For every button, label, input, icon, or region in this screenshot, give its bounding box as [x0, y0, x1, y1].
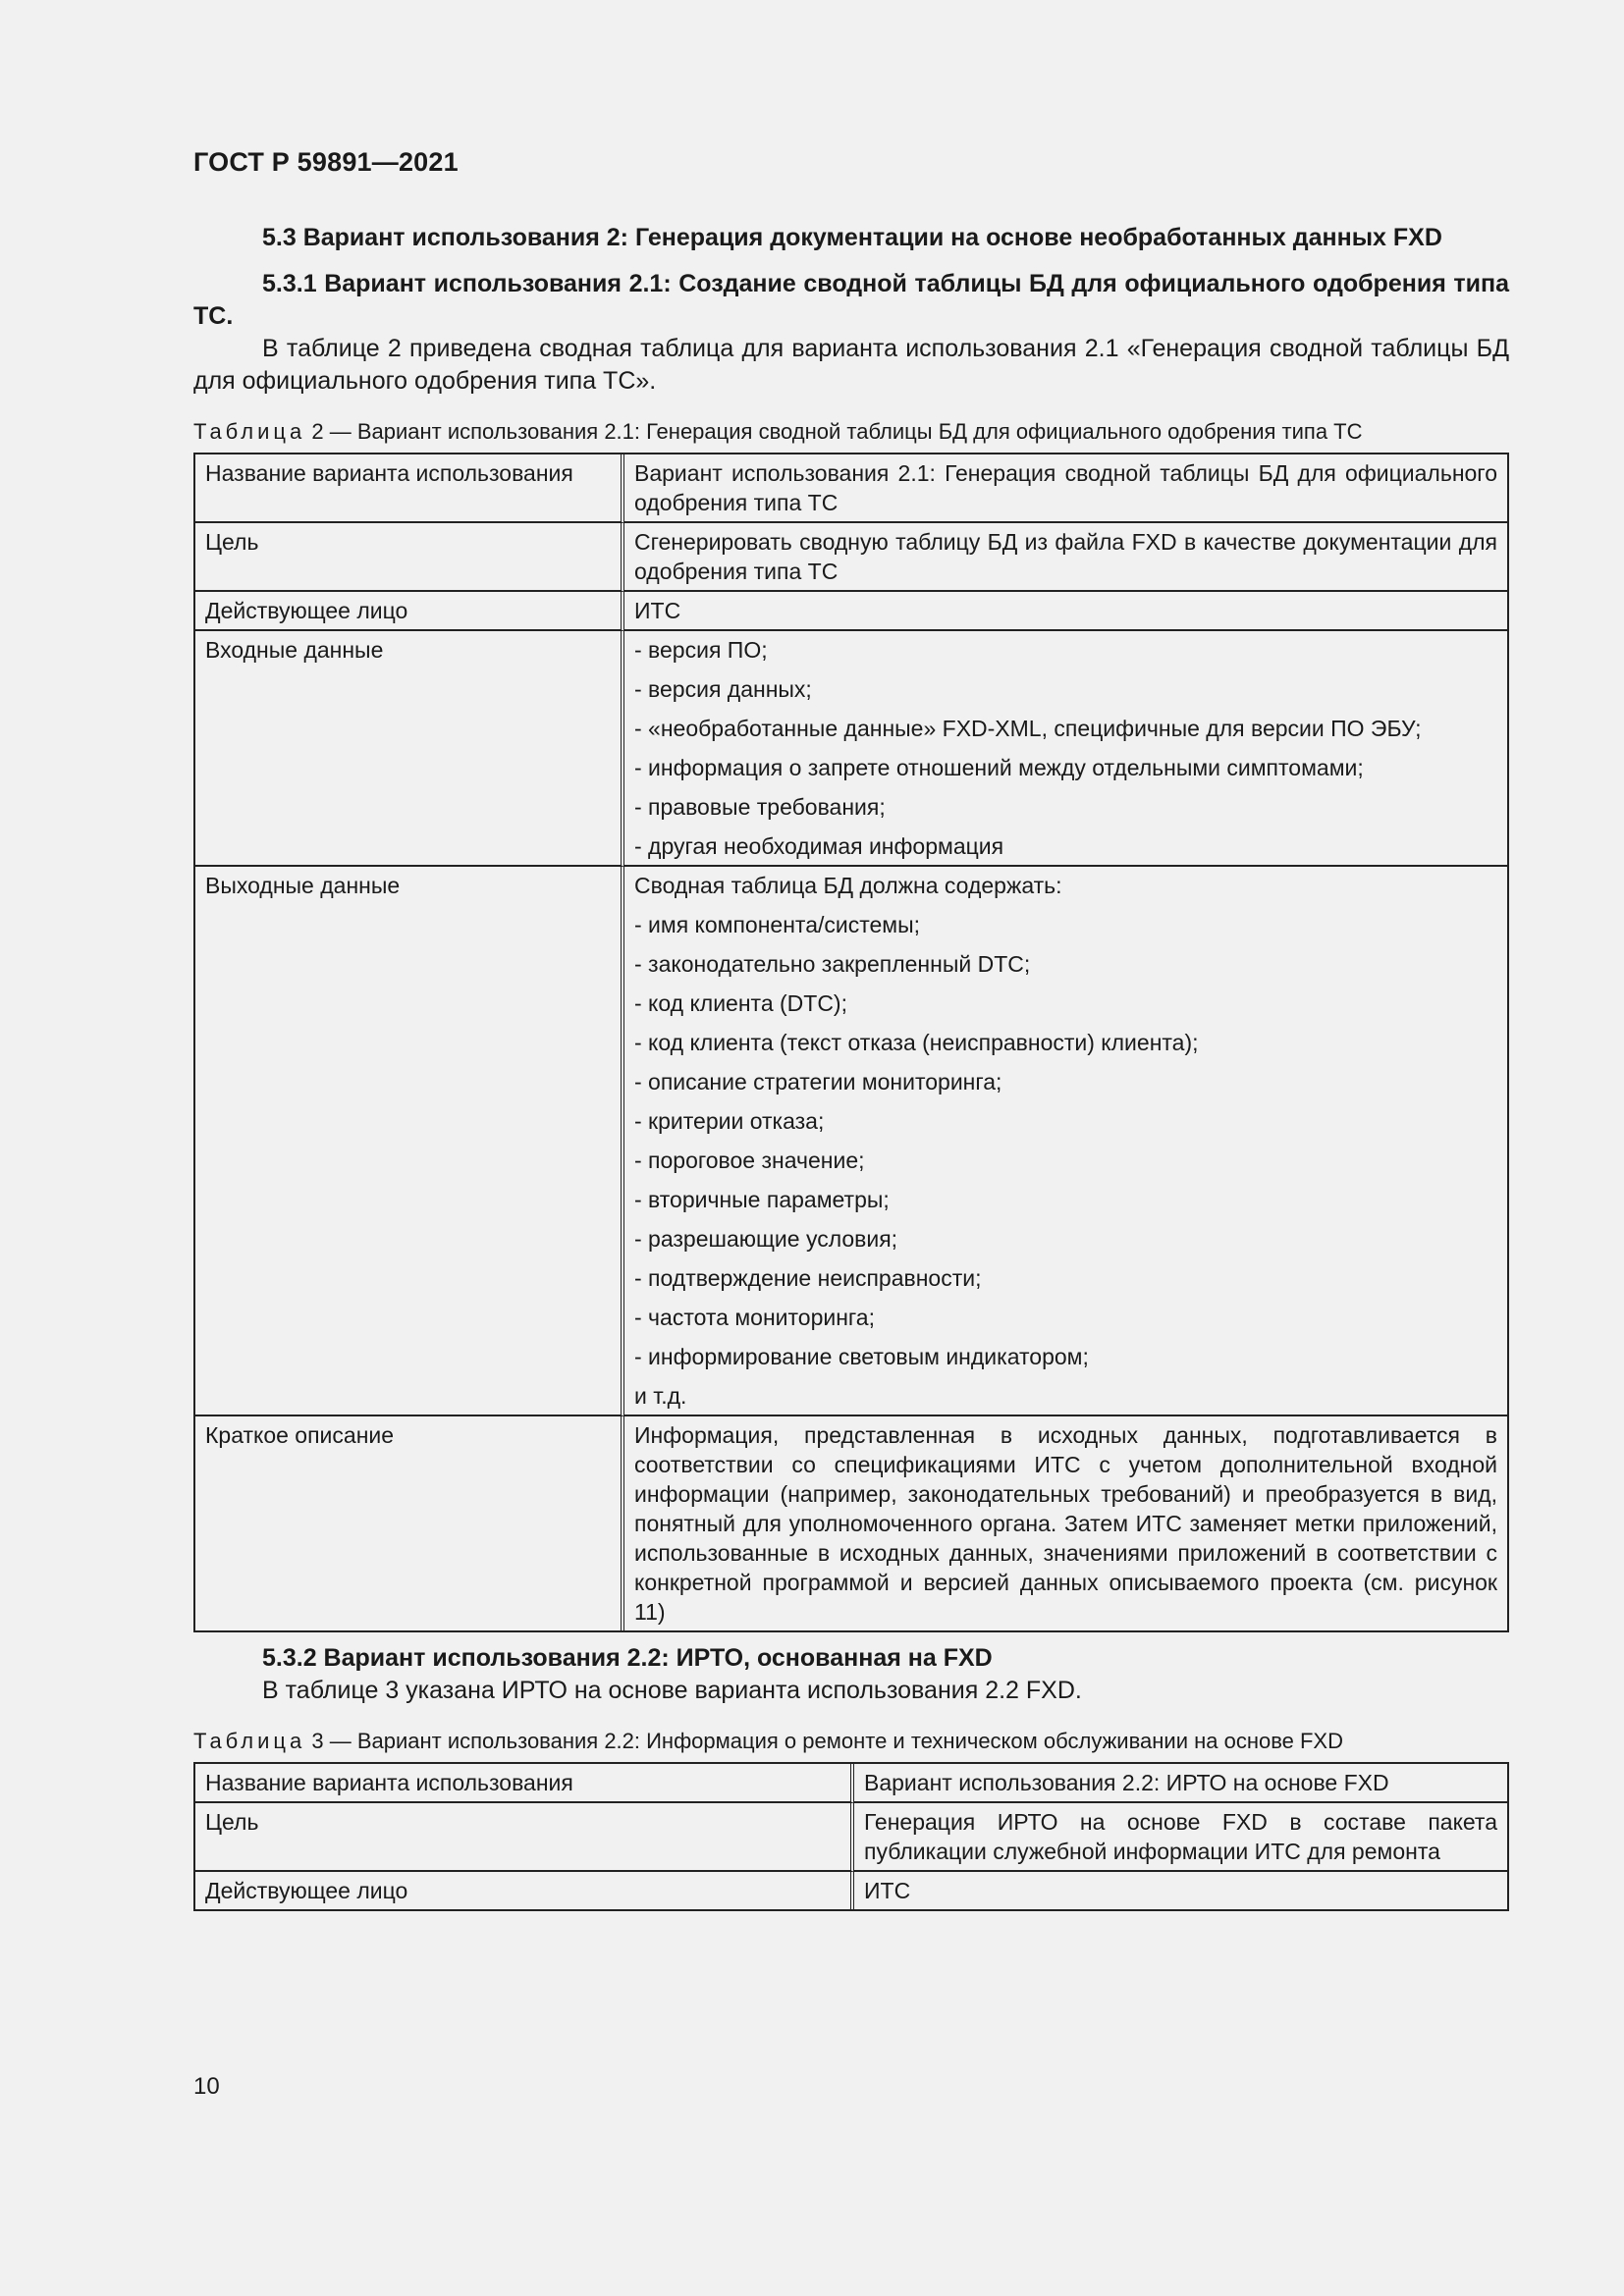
table-cell-label: Действующее лицо	[195, 1872, 854, 1909]
list-item: - информирование световым индикатором;	[634, 1344, 1089, 1369]
list-item: - вторичные параметры;	[634, 1187, 890, 1212]
table-cell-label: Цель	[195, 1803, 854, 1872]
section-5-3-1-text: В таблице 2 приведена сводная таблица для варианта использования 2.1 «Генерация сводной таблицы БД для официального одобрения типа ТС».	[193, 335, 1509, 395]
list-item: - частота мониторинга;	[634, 1305, 875, 1330]
list-item: - подтверждение неисправности;	[634, 1265, 982, 1291]
table-cell-label: Название варианта использования	[195, 1764, 854, 1803]
table-3	[193, 1762, 1509, 1911]
table-row	[195, 631, 1507, 867]
table-cell-value: ИТС	[864, 1878, 911, 1903]
page-number: 10	[193, 2073, 220, 2100]
table-cell-value	[624, 867, 1507, 1416]
table-2-caption-text: 2 — Вариант использования 2.1: Генерация сводной таблицы БД для официального одобрения типа ТС	[305, 419, 1363, 444]
table-3-caption	[193, 1727, 1509, 1756]
section-5-3-2-text: В таблице 3 указана ИРТО на основе варианта использования 2.2 FXD.	[262, 1677, 1082, 1704]
table-cell-value	[624, 631, 1507, 867]
table-3-caption-label: Таблица	[193, 1729, 306, 1753]
table-cell-label: Входные данные	[195, 631, 624, 867]
list-item: - пороговое значение;	[634, 1148, 865, 1173]
table-2-caption-label: Таблица	[193, 419, 306, 444]
table-2	[193, 453, 1509, 1632]
list-item: - описание стратегии мониторинга;	[634, 1069, 1002, 1095]
table-cell-value: Информация, представленная в исходных данных, подготавливается в соответствии со спецификациями ИТС с учетом дополнительной входной информации (например, законодательных требований) и преобразуется в вид, понятный для уполномоченного органа. Затем ИТС заменяет метки приложений, использованные в исходных данных, значениями приложений в соответствии с конкретной программой и версией данных описываемого проекта (см. рисунок 11)	[634, 1422, 1497, 1625]
list-item: Сводная таблица БД должна содержать:	[634, 873, 1062, 898]
section-5-3-1-title: 5.3.1 Вариант использования 2.1: Создание сводной таблицы БД для официального одобрения типа ТС.	[193, 270, 1509, 330]
table-row	[195, 1416, 1507, 1630]
table-row	[195, 1872, 1507, 1909]
table-3-caption-text: 3 — Вариант использования 2.2: Информация о ремонте и техническом обслуживании на основе FXD	[305, 1729, 1343, 1753]
list-item: - критерии отказа;	[634, 1108, 825, 1134]
table-cell-value: ИТС	[624, 592, 1507, 631]
table-cell-label: Выходные данные	[195, 867, 624, 1416]
table-cell-label: Действующее лицо	[195, 592, 624, 631]
list-item: - код клиента (текст отказа (неисправности) клиента);	[634, 1030, 1199, 1055]
list-item: - информация о запрете отношений между отдельными симптомами;	[634, 755, 1364, 780]
table-cell-value: Вариант использования 2.2: ИРТО на основе FXD	[854, 1764, 1507, 1803]
table-cell-value: Сгенерировать сводную таблицу БД из файла FXD в качестве документации для одобрения типа ТС	[624, 523, 1507, 592]
section-5-3-title: 5.3 Вариант использования 2: Генерация документации на основе необработанных данных FXD	[262, 224, 1442, 251]
table-row	[195, 592, 1507, 631]
table-row	[195, 523, 1507, 592]
list-item: - законодательно закрепленный DTC;	[634, 951, 1031, 977]
table-cell-value: Генерация ИРТО на основе FXD в составе пакета публикации служебной информации ИТС для ремонта	[854, 1803, 1507, 1872]
list-item: и т.д.	[634, 1383, 687, 1409]
list-item: - имя компонента/системы;	[634, 912, 921, 937]
list-item: - код клиента (DTC);	[634, 990, 847, 1016]
list-item: - версия ПО;	[634, 637, 768, 663]
table-row	[195, 1764, 1507, 1803]
page-content	[193, 222, 1509, 1911]
document-code: ГОСТ Р 59891—2021	[193, 147, 459, 177]
table-cell-label: Цель	[195, 523, 624, 592]
section-5-3-2-title: 5.3.2 Вариант использования 2.2: ИРТО, основанная на FXD	[262, 1644, 993, 1672]
table-cell-label: Краткое описание	[195, 1416, 624, 1630]
list-item: - версия данных;	[634, 676, 812, 702]
table-2-caption	[193, 417, 1509, 447]
list-item: - правовые требования;	[634, 794, 886, 820]
table-cell-label: Название варианта использования	[195, 454, 624, 523]
table-row	[195, 1803, 1507, 1872]
table-row	[195, 867, 1507, 1416]
list-item: - разрешающие условия;	[634, 1226, 898, 1252]
list-item: - «необработанные данные» FXD-XML, специфичные для версии ПО ЭБУ;	[634, 716, 1422, 741]
table-cell-value: Вариант использования 2.1: Генерация сводной таблицы БД для официального одобрения типа ТС	[624, 454, 1507, 523]
table-row	[195, 454, 1507, 523]
list-item: - другая необходимая информация	[634, 833, 1004, 859]
